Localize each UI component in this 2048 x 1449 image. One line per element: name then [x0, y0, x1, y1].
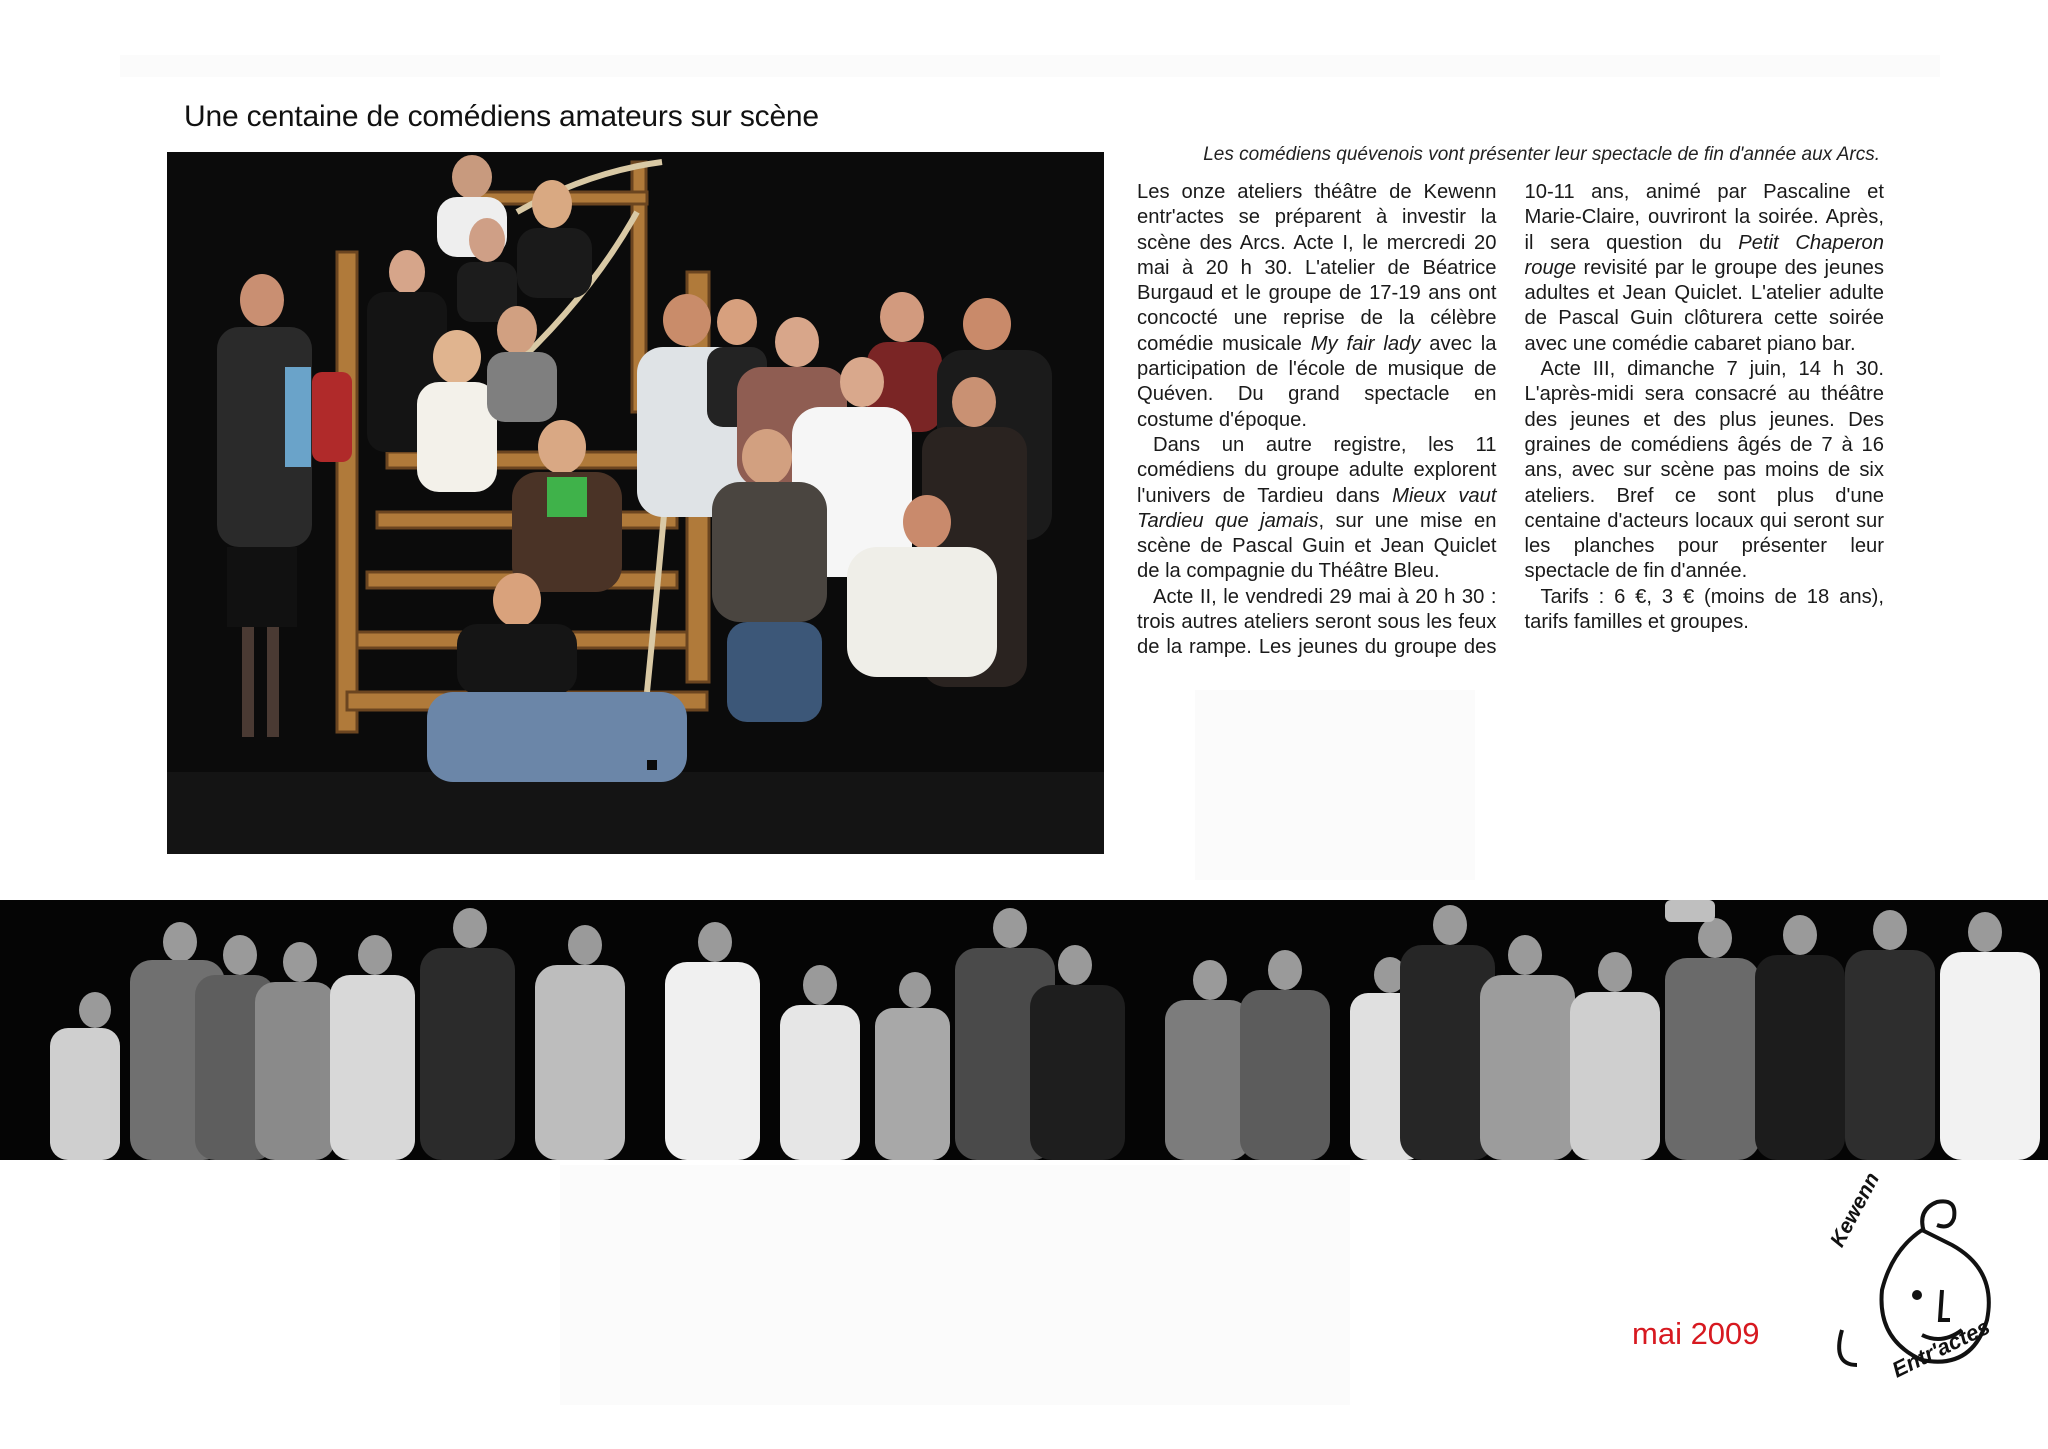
- performance-strip-photo: [0, 900, 2048, 1160]
- group-photo: [167, 152, 1104, 854]
- scan-shadow: [120, 55, 1940, 77]
- article-headline: Une centaine de comédiens amateurs sur scène: [184, 100, 819, 133]
- title-my-fair-lady: My fair lady: [1310, 332, 1421, 355]
- scan-shadow: [560, 1165, 1350, 1405]
- paragraph-text: revisité par le groupe des jeunes adultes et Jean Quiclet. L'atelier adulte de Pascal Guin clôturera cette soirée avec une comédie cabaret piano bar.: [1524, 256, 1884, 355]
- paragraph-text: avec la participation de l'école de musique de Quéven. Du grand spectacle en costume d'époque.: [1137, 332, 1497, 431]
- logo-text-entractes: Entr'actes: [1888, 1313, 1994, 1383]
- logo-text-kewenn: Kewenn: [1826, 1168, 1885, 1251]
- title-petit-chaperon-rouge: Petit Chaperon rouge: [1524, 231, 1884, 279]
- paragraph-text: Dans un autre registre, les 11 comédiens du groupe adulte explorent l'univers de Tardieu dans: [1137, 433, 1497, 507]
- article-paragraph: [1525, 585, 1885, 636]
- paragraph-text: Les onze ateliers théâtre de Kewenn entr'actes se préparent à investir la scène des Arcs. Acte I, le mercredi 20 mai à 20 h 30. L'atelier de Béatrice Burgaud et le groupe de 17-19 ans ont concocté une reprise de la célèbre comédie musicale: [1137, 181, 1497, 355]
- publication-date: mai 2009: [1632, 1316, 1760, 1351]
- title-mieux-vaut-tardieu: Mieux vaut Tardieu que jamais: [1137, 484, 1497, 532]
- article-paragraph: [1525, 357, 1885, 585]
- scan-shadow: [1195, 690, 1475, 880]
- paragraph-text: Acte III, dimanche 7 juin, 14 h 30. L'après-midi sera consacré au théâtre des jeunes et des plus jeunes. Des graines de comédiens âgés de 7 à 16 ans, avec sur scène pas moins de six ateliers. Bref ce sont plus d'une centaine d'acteurs locaux qui seront sur les planches pour présenter leur spectacle de fin d'année.: [1524, 358, 1884, 583]
- paragraph-text: Acte II, le vendredi 29 mai à 20 h 30 : trois autres ateliers seront sous les feux de la rampe. Les jeunes du groupe des 10-11 ans, animé par Pascaline et Marie-Claire, ouvriront la soirée. Après, il sera question du: [1137, 181, 1884, 659]
- article-paragraph: [1137, 180, 1497, 433]
- paragraph-text: Tarifs : 6 €, 3 € (moins de 18 ans), tarifs familles et groupes.: [1524, 585, 1884, 634]
- article-subtitle: Les comédiens quévenois vont présenter leur spectacle de fin d'année aux Arcs.: [1203, 144, 1880, 165]
- cast-silhouettes: [0, 900, 2048, 1160]
- paragraph-text: , sur une mise en scène de Pascal Guin et Jean Quiclet de la compagnie du Théâtre Bleu.: [1137, 509, 1497, 583]
- article-paragraph: [1137, 433, 1497, 585]
- article-body: [1137, 180, 1884, 661]
